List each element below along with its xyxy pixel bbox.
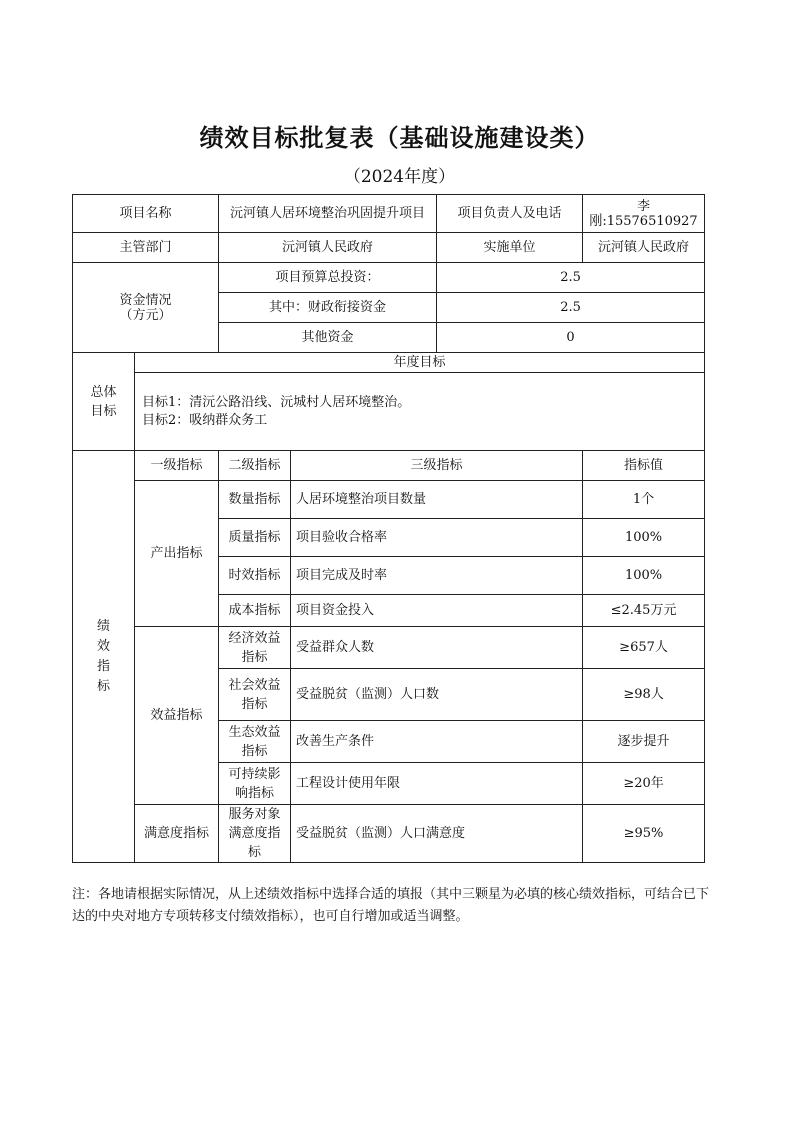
level2-cell [219, 627, 291, 669]
level3-cell: 项目验收合格率 [291, 519, 583, 557]
dept-value: 沅河镇人民政府 [219, 233, 437, 263]
value-cell: ≥95% [583, 805, 705, 863]
dept-label: 主管部门 [73, 233, 219, 263]
value-cell: ≥20年 [583, 763, 705, 805]
level3-cell: 受益群众人数 [291, 627, 583, 669]
value-cell: 100% [583, 519, 705, 557]
footnote: 注：各地请根据实际情况，从上述绩效指标中选择合适的填报（其中三颗星为必填的核心绩效指标，可结合已下达的中央对地方专项转移支付绩效指标），也可自行增加或适当调整。 [72, 887, 710, 924]
table-row [73, 627, 705, 669]
funds-total-value: 2.5 [437, 263, 705, 293]
level3-cell: 改善生产条件 [291, 721, 583, 763]
level2-cell [219, 805, 291, 863]
funds-label-cell [73, 263, 219, 353]
level2-cell: 时效指标 [219, 557, 291, 595]
level2-cell [219, 763, 291, 805]
header-level3: 三级指标 [291, 451, 583, 481]
page-subtitle: （2024年度） [343, 167, 456, 187]
value-cell: 逐步提升 [583, 721, 705, 763]
level2-text: 可持续影响指标 [228, 766, 281, 801]
funds-other-value: 0 [437, 323, 705, 353]
level2-text: 经济效益指标 [228, 630, 281, 665]
level2-cell: 成本指标 [219, 595, 291, 627]
level2-cell: 数量指标 [219, 481, 291, 519]
funds-total-label: 项目预算总投资： [219, 263, 437, 293]
level3-cell: 受益脱贫（监测）人口满意度 [291, 805, 583, 863]
satisfaction-label: 满意度指标 [135, 805, 219, 863]
table-row [73, 805, 705, 863]
impl-label: 实施单位 [437, 233, 583, 263]
value-cell: 100% [583, 557, 705, 595]
project-name-value: 沅河镇人居环境整治巩固提升项目 [219, 195, 437, 233]
goal-line-1: 目标1：清沅公路沿线、沅城村人居环境整治。 [142, 394, 411, 410]
level2-text: 生态效益指标 [228, 724, 281, 759]
impl-value: 沅河镇人民政府 [583, 233, 705, 263]
level2-cell [219, 721, 291, 763]
project-leader-value: 李刚:15576510927 [583, 195, 705, 233]
header-value: 指标值 [583, 451, 705, 481]
output-label: 产出指标 [135, 481, 219, 627]
header-level2: 二级指标 [219, 451, 291, 481]
level3-cell: 项目资金投入 [291, 595, 583, 627]
funds-fiscal-value: 2.5 [437, 293, 705, 323]
level3-cell: 项目完成及时率 [291, 557, 583, 595]
funds-label: 资金情况 [119, 292, 172, 308]
header-level1: 一级指标 [135, 451, 219, 481]
benefit-label: 效益指标 [135, 627, 219, 805]
project-leader-label: 项目负责人及电话 [437, 195, 583, 233]
level2-cell [219, 669, 291, 721]
goals-label-cell [73, 353, 135, 451]
level3-cell: 人居环境整治项目数量 [291, 481, 583, 519]
value-cell: ≥98人 [583, 669, 705, 721]
project-name-label: 项目名称 [73, 195, 219, 233]
level2-text: 服务对象满意度指标 [228, 807, 281, 860]
goals-content-row [73, 373, 705, 451]
value-cell: ≤2.45万元 [583, 595, 705, 627]
level3-cell: 工程设计使用年限 [291, 763, 583, 805]
funds-unit: （方元） [119, 307, 172, 323]
approval-table [72, 194, 705, 863]
goals-content [135, 373, 705, 451]
goals-label: 总体目标 [90, 384, 117, 419]
table-row [73, 481, 705, 519]
indicators-label-cell [73, 451, 135, 863]
level2-text: 社会效益指标 [228, 677, 281, 712]
dept-row [73, 233, 705, 263]
funds-other-label: 其他资金 [219, 323, 437, 353]
page-title: 绩效目标批复表（基础设施建设类） [199, 124, 600, 152]
goals-header-row [73, 353, 705, 373]
funds-row [73, 263, 705, 293]
level2-cell: 质量指标 [219, 519, 291, 557]
value-cell: ≥657人 [583, 627, 705, 669]
funds-fiscal-label: 其中：财政衔接资金 [219, 293, 437, 323]
project-name-row [73, 195, 705, 233]
goal-line-2: 目标2：吸纳群众务工 [142, 412, 268, 428]
value-cell: 1个 [583, 481, 705, 519]
level3-cell: 受益脱贫（监测）人口数 [291, 669, 583, 721]
goals-header: 年度目标 [135, 353, 705, 373]
indicator-header-row [73, 451, 705, 481]
indicators-label: 绩效指标 [96, 618, 110, 694]
